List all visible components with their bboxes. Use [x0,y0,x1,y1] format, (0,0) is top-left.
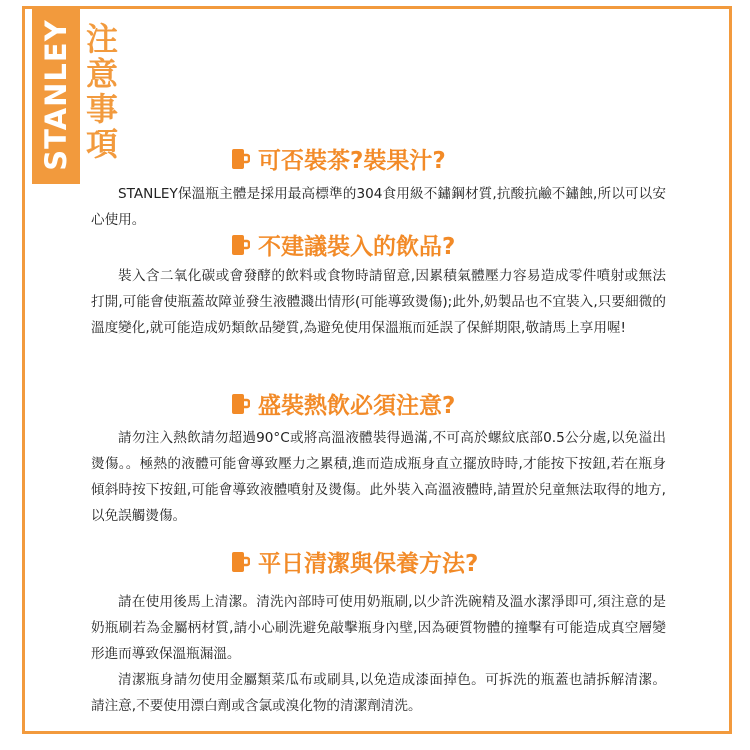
paragraph: 清潔瓶身請勿使用金屬類菜瓜布或刷具,以免造成漆面掉色。可拆洗的瓶蓋也請拆解清潔。請注意,不要使用漂白劑或含氯或溴化物的清潔劑清洗。 [91,672,666,714]
section-body-not-recommended [91,263,666,341]
paragraph: 裝入含二氧化碳或會發酵的飲料或食物時請留意,因累積氣體壓力容易造成零件噴射或無法打開,可能會使瓶蓋故障並發生液體濺出情形(可能導致燙傷);此外,奶製品也不宜裝入,只要細微的溫度變化,就可能造成奶類飲品變質,為避免使用保溫瓶而延誤了保鮮期限,敬請馬上享用喔! [91,268,666,336]
notice-title [86,22,126,162]
section-heading-cleaning [230,545,478,578]
section-body-tea-juice [91,181,666,233]
cup-icon [230,550,250,574]
notice-title-char: 意 [86,55,119,93]
section-heading-tea-juice [230,142,446,175]
section-heading-hot-drinks [230,387,455,420]
section-body-cleaning [91,589,666,719]
notice-title-char: 注 [86,20,119,58]
notice-title-char: 事 [86,90,119,128]
cup-icon [230,233,250,257]
section-body-hot-drinks [91,425,666,529]
section-title: 可否裝茶?裝果汁? [258,148,446,174]
brand-logo: STANLEY [39,19,73,171]
section-title: 平日清潔與保養方法? [258,551,479,577]
cup-icon [230,147,250,171]
paragraph: 請勿注入熱飲請勿超過90°C或將高溫液體裝得過滿,不可高於螺紋底部0.5公分處,以免溢出燙傷。。極熱的液體可能會導致壓力之累積,進而造成瓶身直立擺放時時,才能按下按鈕,若在瓶身傾斜時按下按鈕,可能會導致液體噴射及燙傷。此外裝入高溫液體時,請置於兒童無法取得的地方,以免誤觸燙傷。 [91,430,666,524]
section-title: 盛裝熱飲必須注意? [258,393,456,419]
paragraph: 請在使用後馬上清潔。清洗內部時可使用奶瓶刷,以少許洗碗精及溫水潔淨即可,須注意的是奶瓶刷若為金屬柄材質,請小心刷洗避免敲擊瓶身內壁,因為硬質物體的撞擊有可能造成真空層變形進而導致保溫瓶漏溫。 [91,594,666,662]
section-heading-not-recommended [230,228,455,261]
paragraph: STANLEY保溫瓶主體是採用最高標準的304食用級不鏽鋼材質,抗酸抗鹼不鏽蝕,所以可以安心使用。 [91,186,666,228]
section-title: 不建議裝入的飲品? [258,234,456,260]
notice-title-char: 項 [86,125,119,163]
cup-icon [230,392,250,416]
